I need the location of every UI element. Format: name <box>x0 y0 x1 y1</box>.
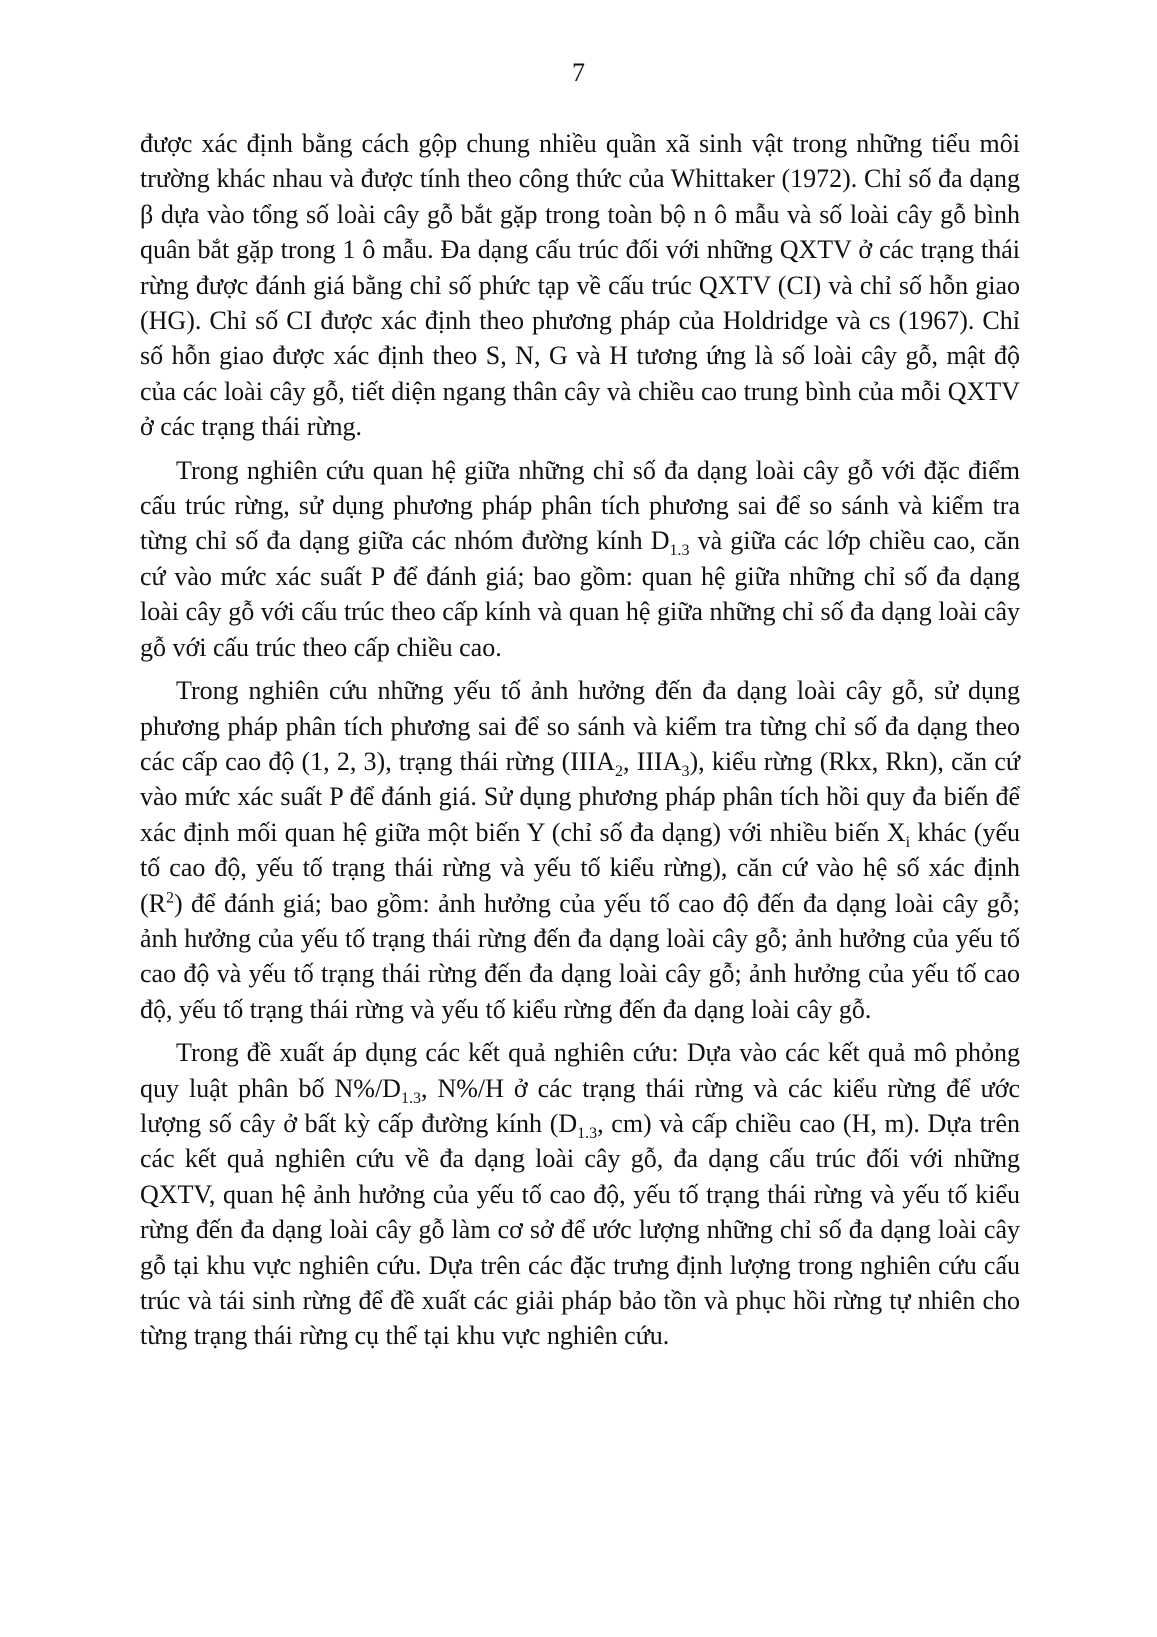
paragraph-text: , N%/H ở các trạng thái rừng và các kiểu rừng để ước lượng số cây ở bất kỳ cấp đường kính (D <box>140 1073 1021 1138</box>
document-body <box>140 126 1020 1362</box>
subscript: 3 <box>681 763 690 781</box>
subscript: 1.3 <box>400 1089 421 1107</box>
paragraph-text: , IIIA <box>623 746 682 776</box>
paragraph-text: Trong đề xuất áp dụng các kết quả nghiên cứu: Dựa vào các kết quả mô phỏng quy luật phân bố N%/D <box>140 1038 1020 1103</box>
paragraph-text: ) để đánh giá; bao gồm: ảnh hưởng của yếu tố cao độ đến đa dạng loài cây gỗ; ảnh hưởng của yếu tố trạng thái rừng đến đa dạng loài cây gỗ; ảnh hưởng của yếu tố cao độ và yếu tố trạng thái rừng đến đa dạng loài cây gỗ; ảnh hưởng của yếu tố cao độ, yếu tố trạng thái rừng và yếu tố kiểu rừng đến đa dạng loài cây gỗ. <box>140 888 1020 1024</box>
paragraph-influencing-factors <box>140 673 1020 1027</box>
paragraph-text: Trong nghiên cứu những yếu tố ảnh hưởng đến đa dạng loài cây gỗ, sử dụng phương pháp phân tích phương sai để so sánh và kiểm tra từng chỉ số đa dạng theo các cấp cao độ (1, 2, 3), trạng thái rừng (IIIA <box>140 676 1020 776</box>
paragraph-text: khác (yếu tố cao độ, yếu tố trạng thái rừng và yếu tố kiểu rừng), căn cứ vào hệ số xác định (R <box>140 817 1020 918</box>
subscript: 1.3 <box>669 542 690 560</box>
paragraph-structure-relationship <box>140 453 1020 665</box>
superscript: 2 <box>166 888 174 906</box>
subscript: i <box>905 833 911 851</box>
paragraph-diversity-indices <box>140 126 1020 445</box>
paragraph-text: , cm) và cấp chiều cao (H, m). Dựa trên các kết quả nghiên cứu về đa dạng loài cây gỗ, đa dạng cấu trúc đối với những QXTV, quan hệ ảnh hưởng của yếu tố cao độ, yếu tố trạng thái rừng và yếu tố kiểu rừng đến đa dạng loài cây gỗ làm cơ sở để ước lượng những chỉ số đa dạng loài cây gỗ tại khu vực nghiên cứu. Dựa trên các đặc trưng định lượng trong nghiên cứu cấu trúc và tái sinh rừng để đề xuất các giải pháp bảo tồn và phục hồi rừng tự nhiên cho từng trạng thái rừng cụ thể tại khu vực nghiên cứu. <box>140 1108 1020 1351</box>
subscript: 2 <box>615 763 624 781</box>
paragraph-proposals <box>140 1035 1020 1354</box>
paragraph-text: ), kiểu rừng (Rkx, Rkn), căn cứ vào mức xác suất P để đánh giá. Sử dụng phương pháp phân tích hồi quy đa biến để xác định mối quan hệ giữa một biến Y (chỉ số đa dạng) với nhiều biến X <box>140 746 1020 847</box>
paragraph-text: Trong nghiên cứu quan hệ giữa những chỉ số đa dạng loài cây gỗ với đặc điểm cấu trúc rừng, sử dụng phương pháp phân tích phương sai để so sánh và kiểm tra từng chỉ số đa dạng giữa các nhóm đường kính D <box>140 455 1020 556</box>
paragraph-text: được xác định bằng cách gộp chung nhiều quần xã sinh vật trong những tiểu môi trường khác nhau và được tính theo công thức của Whittaker (1972). Chỉ số đa dạng β dựa vào tổng số loài cây gỗ bắt gặp trong toàn bộ n ô mẫu và số loài cây gỗ bình quân bắt gặp trong 1 ô mẫu. Đa dạng cấu trúc đối với những QXTV ở các trạng thái rừng được đánh giá bằng chỉ số phức tạp về cấu trúc QXTV (CI) và chỉ số hỗn giao (HG). Chỉ số CI được xác định theo phương pháp của Holdridge và cs (1967). Chỉ số hỗn giao được xác định theo S, N, G và H tương ứng là số loài cây gỗ, mật độ của các loài cây gỗ, tiết diện ngang thân cây và chiều cao trung bình của mỗi QXTV ở các trạng thái rừng. <box>140 129 1020 442</box>
subscript: 1.3 <box>577 1125 598 1143</box>
page-number: 7 <box>572 58 585 87</box>
paragraph-text: và giữa các lớp chiều cao, căn cứ vào mức xác suất P để đánh giá; bao gồm: quan hệ giữa những chỉ số đa dạng loài cây gỗ với cấu trúc theo cấp kính và quan hệ giữa những chỉ số đa dạng loài cây gỗ với cấu trúc theo cấp chiều cao. <box>140 526 1021 662</box>
